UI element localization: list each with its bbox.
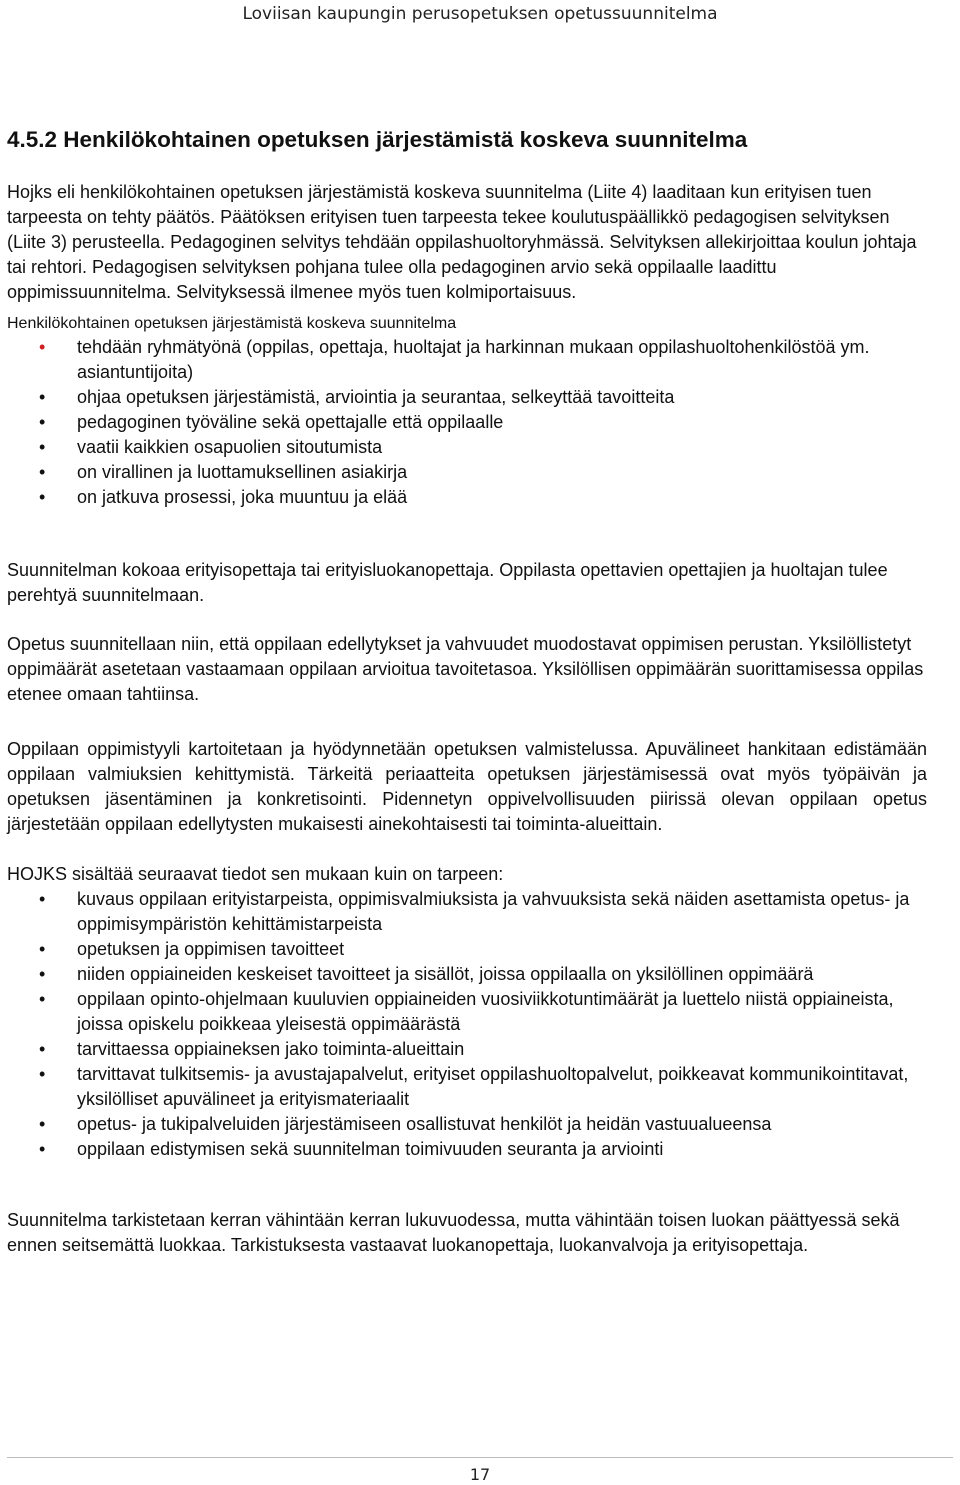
- list-item: • opetuksen ja oppimisen tavoitteet: [7, 937, 927, 962]
- list2-heading: HOJKS sisältää seuraavat tiedot sen mukaan kuin on tarpeen:: [7, 864, 504, 884]
- bullet-icon: •: [39, 412, 46, 432]
- paragraph-2: Suunnitelman kokoaa erityisopettaja tai erityisluokanopettaja. Oppilasta opettavien opettajien ja huoltajan tulee perehtyä suunnitelmaan.: [7, 560, 888, 605]
- bullet-icon: •: [39, 989, 46, 1009]
- list-item: • oppilaan edistymisen sekä suunnitelman toimivuuden seuranta ja arviointi: [7, 1137, 927, 1162]
- bullet-icon: •: [39, 462, 46, 482]
- list-item: • on virallinen ja luottamuksellinen asiakirja: [7, 460, 927, 485]
- page-number: 17: [469, 1465, 491, 1484]
- list-item: • tarvittavat tulkitsemis- ja avustajapalvelut, erityiset oppilashuoltopalvelut, poikkeavat kommunikointitavat, yksilölliset apuvälineet ja erityismateriaalit: [39, 1064, 909, 1109]
- list1: [7, 335, 927, 510]
- list-item: • oppilaan opinto-ohjelmaan kuuluvien oppiaineiden vuosiviikkotuntimäärät ja luettelo niistä oppiaineista, joissa opiskelu poikkeaa yleisestä oppimäärästä: [39, 989, 894, 1034]
- list-item: • vaatii kaikkien osapuolien sitoutumista: [7, 435, 927, 460]
- bullet-icon: •: [39, 964, 46, 984]
- bullet-icon: •: [39, 337, 46, 357]
- bullet-icon: •: [39, 1064, 46, 1084]
- list-item: • kuvaus oppilaan erityistarpeista, oppimisvalmiuksista ja vahvuuksista sekä näiden asettamista opetus- ja oppimisympäristön kehittämistarpeista: [39, 889, 910, 934]
- bullet-icon: •: [39, 387, 46, 407]
- paragraph-5: Suunnitelma tarkistetaan kerran vähintään kerran lukuvuodessa, mutta vähintään toisen luokan päättyessä sekä ennen seitsemättä luokkaa. Tarkistuksesta vastaavat luokanopettaja, luokanvalvoja ja erityisopettaja.: [7, 1210, 900, 1255]
- list-item: • on jatkuva prosessi, joka muuntuu ja elää: [7, 485, 927, 510]
- list2: [7, 887, 927, 1162]
- bullet-icon: •: [39, 889, 46, 909]
- bullet-icon: •: [39, 1139, 46, 1159]
- paragraph-4: Oppilaan oppimistyyli kartoitetaan ja hyödynnetään opetuksen valmistelussa. Apuvälineet hankitaan edistämään oppilaan valmiuksien kehittymistä. Tärkeitä periaatteita opetuksen järjestämisessä ovat myös työpäivän ja opetuksen jäsentäminen ja konkretisointi. Pidennetyn oppivelvollisuuden piirissä olevan oppilaan opetus järjestetään oppilaan edellytysten mukaisesti ainekohtaisesti tai toiminta-alueittain.: [7, 739, 927, 834]
- section-title: 4.5.2 Henkilökohtainen opetuksen järjestämistä koskeva suunnitelma: [7, 127, 748, 152]
- paragraph-3: Opetus suunnitellaan niin, että oppilaan edellytykset ja vahvuudet muodostavat oppimisen perustan. Yksilöllistetyt oppimäärät asetetaan vastaamaan oppilaan arvioitua tavoitetasoa. Yksilöllisen oppimäärän suorittamisessa oppilas etenee omaan tahtiinsa.: [7, 634, 924, 704]
- list-item: • opetus- ja tukipalveluiden järjestämiseen osallistuvat henkilöt ja heidän vastuualueensa: [7, 1112, 927, 1137]
- bullet-icon: •: [39, 487, 46, 507]
- bullet-icon: •: [39, 1039, 46, 1059]
- bullet-icon: •: [39, 437, 46, 457]
- bullet-icon: •: [39, 939, 46, 959]
- document-body: [7, 126, 927, 1258]
- running-header: Loviisan kaupungin perusopetuksen opetussuunnitelma: [242, 4, 718, 24]
- list-item: • pedagoginen työväline sekä opettajalle että oppilaalle: [7, 410, 927, 435]
- list-item: • niiden oppiaineiden keskeiset tavoitteet ja sisällöt, joissa oppilaalla on yksilöllinen oppimäärä: [7, 962, 927, 987]
- list-item: • tehdään ryhmätyönä (oppilas, opettaja, huoltajat ja harkinnan mukaan oppilashuoltohenkilöstöä ym. asiantuntijoita): [39, 337, 870, 382]
- footer-divider: [7, 1457, 953, 1458]
- intro-paragraph: Hojks eli henkilökohtainen opetuksen järjestämistä koskeva suunnitelma (Liite 4) laaditaan kun erityisen tuen tarpeesta on tehty päätös. Päätöksen erityisen tuen tarpeesta tekee koulutuspäällikkö pedagogisen selvityksen (Liite 3) perusteella. Pedagoginen selvitys tehdään oppilashuoltoryhmässä. Selvityksen allekirjoittaa koulun johtaja tai rehtori. Pedagogisen selvityksen pohjana tulee olla pedagoginen arvio sekä oppilaalle laadittu oppimissuunnitelma. Selvityksessä ilmenee myös tuen kolmiportaisuus.: [7, 182, 917, 302]
- bullet-icon: •: [39, 1114, 46, 1134]
- list1-heading: Henkilökohtainen opetuksen järjestämistä koskeva suunnitelma: [7, 315, 457, 332]
- list-item: • ohjaa opetuksen järjestämistä, arviointia ja seurantaa, selkeyttää tavoitteita: [7, 385, 927, 410]
- list-item: • tarvittaessa oppiaineksen jako toiminta-alueittain: [7, 1037, 927, 1062]
